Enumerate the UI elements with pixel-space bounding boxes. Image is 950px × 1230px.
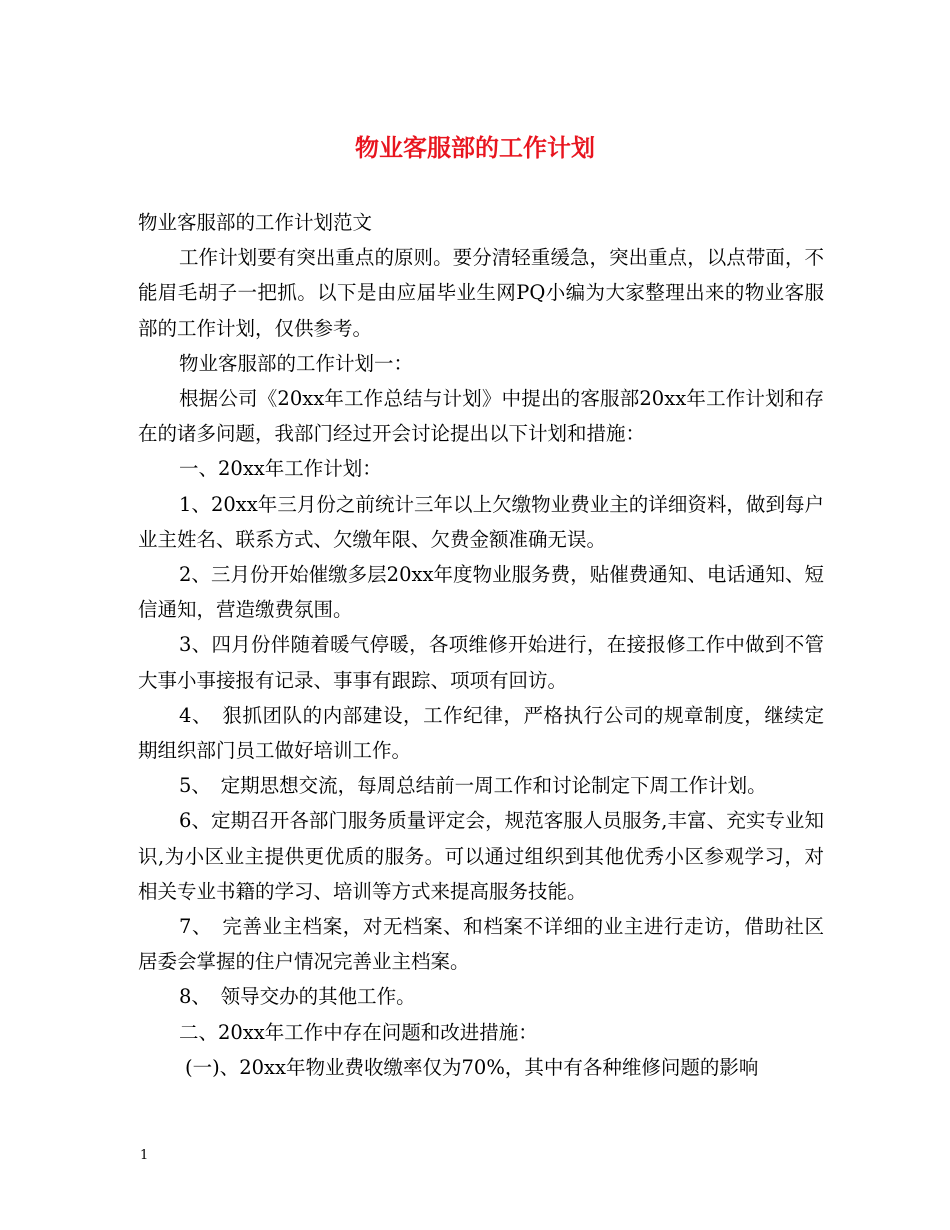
plan-item-2: 2、三月份开始催缴多层20xx年度物业服务费，贴催费通知、电话通知、短信通知，营造缴费氛围。 — [138, 563, 824, 622]
section-heading-work-plan: 一、20xx年工作计划： — [179, 457, 382, 481]
plan-item-6: 6、定期召开各部门服务质量评定会，规范客服人员服务,丰富、充实专业知识,为小区业主提供更优质的服务。可以通过组织到其他优秀小区参观学习，对相关专业书籍的学习、培训等方式来提高服务技能。 — [138, 809, 824, 903]
plan-item-4: 4、 狠抓团队的内部建设，工作纪律，严格执行公司的规章制度，继续定期组织部门员工做好培训工作。 — [138, 703, 824, 763]
subtitle-paragraph: 物业客服部的工作计划范文 — [138, 211, 373, 234]
section-heading-plan-one: 物业客服部的工作计划一： — [179, 351, 414, 375]
plan-item-5: 5、 定期思想交流，每周总结前一周工作和讨论制定下周工作计划。 — [179, 774, 767, 798]
document-body — [138, 205, 824, 1085]
problem-item-1: (一)、20xx年物业费收缴率仅为70%，其中有各种维修问题的影响 — [185, 1055, 759, 1079]
plan-item-8: 8、 领导交办的其他工作。 — [179, 985, 416, 1009]
background-paragraph: 根据公司《20xx年工作总结与计划》中提出的客服部20xx年工作计划和存在的诸多问题，我部门经过开会讨论提出以下计划和措施： — [138, 387, 824, 446]
page-number: 1 — [140, 1148, 149, 1163]
document-title: 物业客服部的工作计划 — [355, 133, 595, 162]
plan-item-3: 3、四月份伴随着暖气停暖，各项维修开始进行，在接报修工作中做到不管大事小事接报有记录、事事有跟踪、项项有回访。 — [138, 633, 824, 692]
section-heading-problems: 二、20xx年工作中存在问题和改进措施： — [179, 1020, 538, 1044]
plan-item-7: 7、 完善业主档案，对无档案、和档案不详细的业主进行走访，借助社区居委会掌握的住户情况完善业主档案。 — [138, 915, 824, 974]
intro-paragraph: 工作计划要有突出重点的原则。要分清轻重缓急，突出重点，以点带面，不能眉毛胡子一把抓。以下是由应届毕业生网PQ小编为大家整理出来的物业客服部的工作计划，仅供参考。 — [138, 246, 824, 340]
plan-item-1: 1、20xx年三月份之前统计三年以上欠缴物业费业主的详细资料，做到每户业主姓名、联系方式、欠缴年限、欠费金额准确无误。 — [138, 492, 824, 551]
